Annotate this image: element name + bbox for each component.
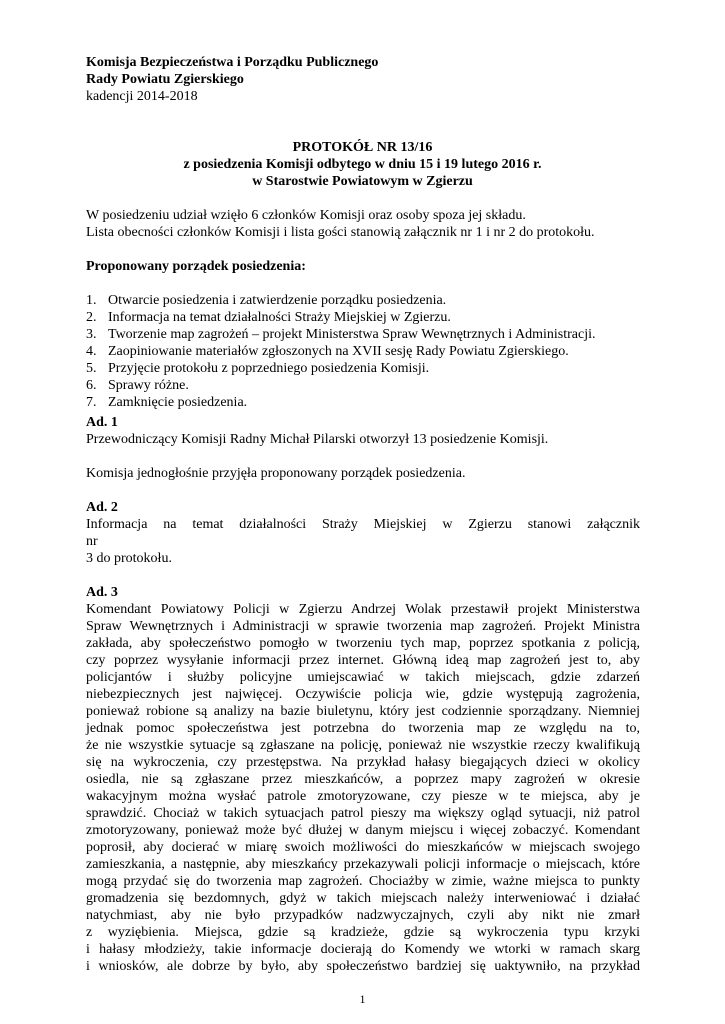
ad3-heading: Ad. 3	[86, 585, 118, 600]
agenda-item: Przyjęcie protokołu z poprzedniego posiedzenia Komisji.	[108, 361, 430, 376]
agenda-item-number: 7.	[86, 395, 97, 410]
agenda-item: Otwarcie posiedzenia i zatwierdzenie porządku posiedzenia.	[108, 293, 447, 308]
ad3-line: się na wykroczenia, czy przestępstwa. Na przykład hałasy biegających dzieci w okolicy	[86, 755, 640, 770]
attachments-text: Lista obecności członków Komisji i lista gości stanowią załącznik nr 1 i nr 2 do protokołu.	[86, 225, 595, 240]
ad3-line: ponieważ robione są analizy na bazie biuletynu, który jest codziennie sporządzany. Niemniej	[86, 704, 640, 719]
ad2-paragraph	[86, 516, 640, 533]
agenda-item: Zaopiniowanie materiałów zgłoszonych na XVII sesję Rady Powiatu Zgierskiego.	[108, 344, 569, 359]
ad3-line: zamieszkania, a następnie, aby mieszkańcy przekazywali policji informacje o miejscach, które	[86, 857, 640, 872]
ad3-line: i hałasy młodzieży, takie informacje docierają do Komendy we wtorki w ramach skarg	[86, 942, 640, 957]
agenda-item-number: 2.	[86, 310, 97, 325]
agenda-item: Sprawy różne.	[108, 378, 189, 393]
ad1-agenda-approval: Komisja jednogłośnie przyjęła proponowany porządek posiedzenia.	[86, 466, 466, 481]
page-number: 1	[359, 992, 366, 1006]
ad3-line: zakłada, aby społeczeństwo pomogło w tworzeniu tych map, poprzez spotkania z policją,	[86, 636, 640, 651]
council-name: Rady Powiatu Zgierskiego	[86, 72, 244, 87]
ad3-line: i wniosków, ale dobrze by było, aby społeczeństwo bardziej się uaktywniło, na przykład	[86, 959, 640, 974]
ad3-line: niebezpiecznych jest najwięcej. Oczywiście policja wie, gdzie występują zagrożenia,	[86, 687, 640, 702]
attendance-text: W posiedzeniu udział wzięło 6 członków Komisji oraz osoby spoza jej składu.	[86, 208, 526, 223]
ad3-line: z wyziębienia. Miejsca, gdzie są kradzieże, gdzie są wykroczenia typu krzyki	[86, 925, 640, 940]
agenda-item: Zamknięcie posiedzenia.	[108, 395, 248, 410]
ad3-line: wakacyjnym można wysłać patrole zmotoryzowane, czy piesze w te miejsca, aby je	[86, 789, 640, 804]
ad1-text: Przewodniczący Komisji Radny Michał Pilarski otworzył 13 posiedzenie Komisji.	[86, 432, 549, 447]
ad3-line: mogą przydać się do tworzenia map zagrożeń. Chociażby w zimie, ważne miejsca to punkty	[86, 874, 640, 889]
ad3-line: sprawdzić. Chociaż w takich sytuacjach patrol pieszy ma większy ogląd sytuacji, niż patrol	[86, 806, 640, 821]
agenda-item-number: 5.	[86, 361, 97, 376]
ad2-line: 3 do protokołu.	[86, 551, 172, 566]
ad3-line: poprosił, aby docierać w miarę swoich możliwości do mieszkańców w miejscach swojego	[86, 840, 640, 855]
committee-name: Komisja Bezpieczeństwa i Porządku Publicznego	[86, 55, 379, 70]
ad1-heading: Ad. 1	[86, 415, 118, 430]
agenda-item-number: 1.	[86, 293, 97, 308]
agenda-item-number: 4.	[86, 344, 97, 359]
agenda-item-number: 6.	[86, 378, 97, 393]
protocol-subtitle: z posiedzenia Komisji odbytego w dniu 15 i 19 lutego 2016 r.	[183, 157, 542, 172]
agenda-item: Informacja na temat działalności Straży Miejskiej w Zgierzu.	[108, 310, 451, 325]
ad3-line: czy poprzez wysyłanie informacji przez internet. Główną ideą map zagrożeń jest to, aby	[86, 653, 640, 668]
term-text: kadencji 2014-2018	[86, 89, 198, 104]
agenda-item-number: 3.	[86, 327, 97, 342]
ad3-paragraph	[86, 601, 640, 975]
protocol-location: w Starostwie Powiatowym w Zgierzu	[252, 174, 473, 189]
ad3-line: jednak pomoc społeczeństwa jest potrzebna do tworzenia map ze względu na to,	[86, 721, 640, 736]
ad3-line: osiedla, nie są zgłaszane przez mieszkańców, a poprzez mapy zagrożeń w okresie	[86, 772, 640, 787]
ad2-line: Informacja na temat działalności Straży Miejskiej w Zgierzu stanowi załącznik	[86, 517, 640, 532]
ad3-line: Spraw Wewnętrznych i Administracji w sprawie tworzenia map zagrożeń. Projekt Ministra	[86, 619, 640, 634]
ad3-line: Komendant Powiatowy Policji w Zgierzu Andrzej Wolak przestawił projekt Ministerstwa	[86, 602, 640, 617]
ad2-heading: Ad. 2	[86, 500, 118, 515]
agenda-heading: Proponowany porządek posiedzenia:	[86, 259, 306, 274]
ad3-line: natychmiast, aby nie było przypadków nadzwyczajnych, czyli aby nikt nie zmarł	[86, 908, 640, 923]
protocol-title: PROTOKÓŁ NR 13/16	[292, 140, 433, 155]
ad2-line: nr	[86, 534, 98, 549]
agenda-item: Tworzenie map zagrożeń – projekt Ministerstwa Spraw Wewnętrznych i Administracji.	[108, 327, 596, 342]
ad3-line: zmotoryzowany, ponieważ może być dłużej w danym miejscu i więcej zobaczyć. Komendant	[86, 823, 640, 838]
ad3-line: gromadzenia się bezdomnych, gdyż w takich miejscach należy interweniować i działać	[86, 891, 640, 906]
ad3-line: że nie wszystkie sytuacje są zgłaszane na policję, ponieważ nie wszystkie rzeczy kwalifikują	[86, 738, 640, 753]
ad3-line: policjantów i służby policyjne umiejscawiać w takich miejscach, gdzie zdarzeń	[86, 670, 640, 685]
